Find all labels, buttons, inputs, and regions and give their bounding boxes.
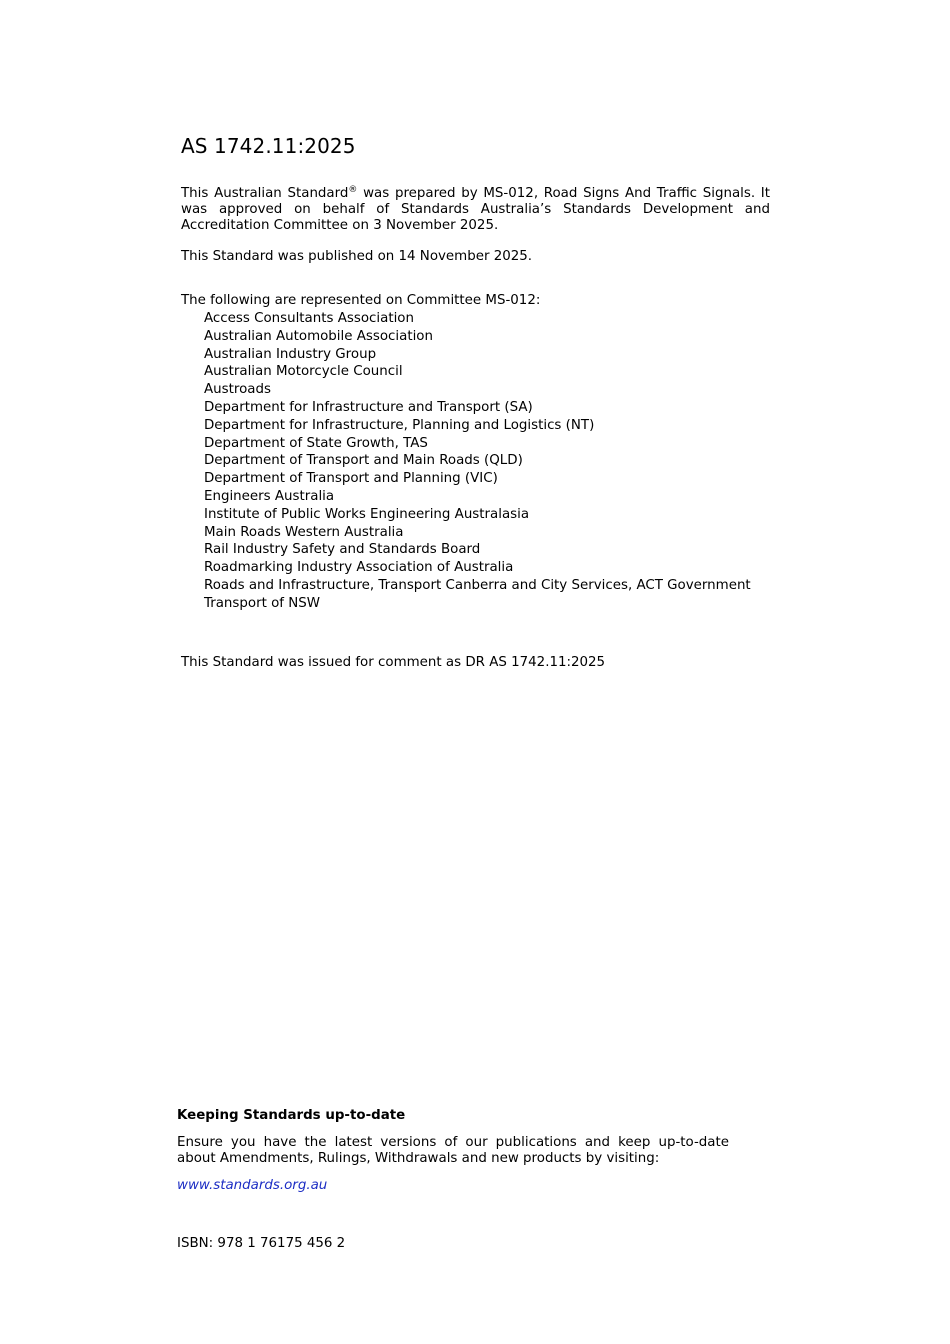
document-title: AS 1742.11:2025: [181, 134, 356, 158]
committee-member: Australian Automobile Association: [204, 328, 433, 344]
committee-member: Australian Motorcycle Council: [204, 364, 403, 380]
keeping-up-to-date-heading: Keeping Standards up-to-date: [177, 1108, 406, 1123]
committee-member-list: [204, 310, 751, 613]
preparation-statement: [181, 186, 770, 234]
committee-member: Institute of Public Works Engineering Australasia: [204, 506, 530, 522]
registered-mark: ®: [348, 185, 358, 195]
committee-member: Roads and Infrastructure, Transport Canberra and City Services, ACT Government: [204, 577, 751, 593]
committee-member: Engineers Australia: [204, 488, 335, 504]
committee-member: Transport of NSW: [204, 595, 321, 611]
standards-website-link[interactable]: www.standards.org.au: [177, 1178, 328, 1193]
committee-member: Australian Industry Group: [204, 346, 377, 362]
committee-member: Roadmarking Industry Association of Australia: [204, 560, 514, 576]
committee-member: Access Consultants Association: [204, 311, 414, 326]
committee-member: Department for Infrastructure, Planning and Logistics (NT): [204, 417, 595, 433]
issued-for-comment-statement: This Standard was issued for comment as DR AS 1742.11:2025: [181, 655, 606, 670]
committee-member: Rail Industry Safety and Standards Board: [204, 542, 481, 558]
committee-member: Department of Transport and Planning (VIC): [204, 471, 498, 487]
isbn: ISBN: 978 1 76175 456 2: [177, 1236, 346, 1251]
keeping-up-to-date-text: Ensure you have the latest versions of our publications and keep up-to-date about Amendments, Rulings, Withdrawals and new products by visiting:: [177, 1135, 729, 1166]
committee-member: Department for Infrastructure and Transport (SA): [204, 399, 533, 415]
committee-member: Department of State Growth, TAS: [204, 435, 428, 451]
committee-member: Main Roads Western Australia: [204, 524, 404, 540]
publication-date-statement: This Standard was published on 14 November 2025.: [181, 249, 533, 264]
committee-member: Austroads: [204, 382, 271, 398]
committee-member: Department of Transport and Main Roads (QLD): [204, 453, 523, 469]
preparation-statement-start: This Australian Standard: [181, 186, 349, 201]
preparation-statement-end: was prepared by MS-012, Road Signs And Traffic Signals. It was approved on behalf of Standards Australia’s Standards Development and Accreditation Committee on 3 November 2025.: [181, 186, 770, 233]
committee-intro: The following are represented on Committee MS-012:: [181, 293, 541, 308]
